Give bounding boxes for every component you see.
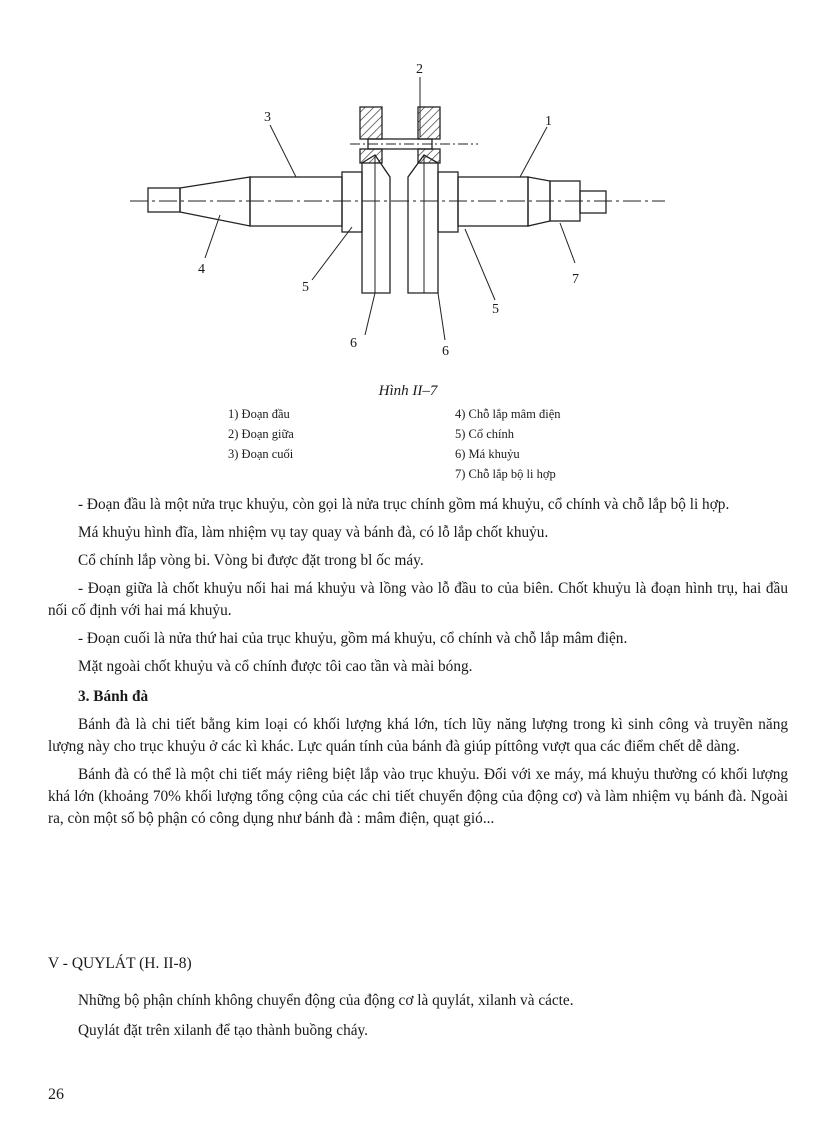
legend-item: 5) Cổ chính xyxy=(455,427,515,441)
paragraph: - Đoạn đầu là một nửa trục khuỷu, còn gọi là nửa trục chính gồm má khuỷu, cổ chính và chỗ lắp bộ li hợp. xyxy=(78,496,730,513)
body-text-2 xyxy=(48,990,788,1042)
paragraph: - Đoạn giữa là chốt khuỷu nối hai má khuỷu và lồng vào lỗ đầu to của biên. Chốt khuỷu là đoạn hình trụ, hai đầu nối cố định với hai má khuỷu. xyxy=(48,580,788,619)
paragraph: Bánh đà là chi tiết bằng kim loại có khối lượng khá lớn, tích lũy năng lượng trong kì sinh công và truyền năng lượng này cho trục khuỷu ở các kì khác. Lực quán tính của bánh đà giúp píttông vượt qua các điểm chết dễ dàng. xyxy=(48,716,788,755)
paragraph: Má khuỷu hình đĩa, làm nhiệm vụ tay quay và bánh đà, có lỗ lắp chốt khuỷu. xyxy=(78,524,549,541)
paragraph: Bánh đà có thể là một chi tiết máy riêng biệt lắp vào trục khuỷu. Đối với xe máy, má khuỷu thường có khối lượng khá lớn (khoảng 70% khối lượng tổng cộng của các chi tiết chuyển động của động cơ) và làm nhiệm vụ bánh đà. Ngoài ra, còn một số bộ phận có công dụng như bánh đà : mâm điện, quạt gió... xyxy=(48,766,788,827)
section-title: V - QUYLÁT (H. II-8) xyxy=(48,955,192,972)
callout-6-left: 6 xyxy=(350,336,357,351)
paragraph: - Đoạn cuối là nửa thứ hai của trục khuỷu, gồm má khuỷu, cổ chính và chỗ lắp mâm điện. xyxy=(78,630,628,647)
callout-7: 7 xyxy=(572,272,579,287)
left-crank-web xyxy=(362,155,390,293)
paragraph: Quylát đặt trên xilanh để tạo thành buồng cháy. xyxy=(78,1022,368,1039)
page-number: 26 xyxy=(48,1086,64,1103)
callout-5-left: 5 xyxy=(302,280,309,295)
left-journal xyxy=(342,172,362,232)
right-stub xyxy=(580,191,606,213)
subheading: 3. Bánh đà xyxy=(78,688,149,705)
legend-item: 3) Đoạn cuối xyxy=(228,447,294,461)
legend-item: 7) Chỗ lắp bộ li hợp xyxy=(455,467,556,481)
paragraph: Mặt ngoài chốt khuỷu và cổ chính được tôi cao tần và mài bóng. xyxy=(78,658,473,675)
paragraph: Cổ chính lắp vòng bi. Vòng bi được đặt trong bl ốc máy. xyxy=(78,552,424,569)
figure-title: Hình II–7 xyxy=(378,383,438,399)
callout-5-right: 5 xyxy=(492,302,499,317)
legend-item: 2) Đoạn giữa xyxy=(228,427,294,441)
callout-6-right: 6 xyxy=(442,344,449,359)
callout-3: 3 xyxy=(264,110,271,125)
figure-legend-left xyxy=(228,404,294,464)
crankshaft-diagram xyxy=(120,55,680,375)
pin-block-right xyxy=(418,107,440,139)
legend-item: 6) Má khuỷu xyxy=(455,447,520,461)
paragraph: Những bộ phận chính không chuyển động của động cơ là quylát, xilanh và cácte. xyxy=(78,992,574,1009)
right-journal xyxy=(438,172,458,232)
body-text xyxy=(48,494,788,830)
left-stub xyxy=(148,188,180,212)
legend-item: 4) Chỗ lắp mâm điện xyxy=(455,407,561,421)
callout-4: 4 xyxy=(198,262,205,277)
legend-item: 1) Đoạn đầu xyxy=(228,407,290,421)
pin-block-right-low xyxy=(418,149,440,163)
pin-block-left-low xyxy=(360,149,382,163)
callout-1: 1 xyxy=(545,114,552,129)
right-crank-web xyxy=(408,155,438,293)
figure-legend-right xyxy=(455,404,561,484)
callout-2: 2 xyxy=(416,62,423,77)
pin-block-left xyxy=(360,107,382,139)
